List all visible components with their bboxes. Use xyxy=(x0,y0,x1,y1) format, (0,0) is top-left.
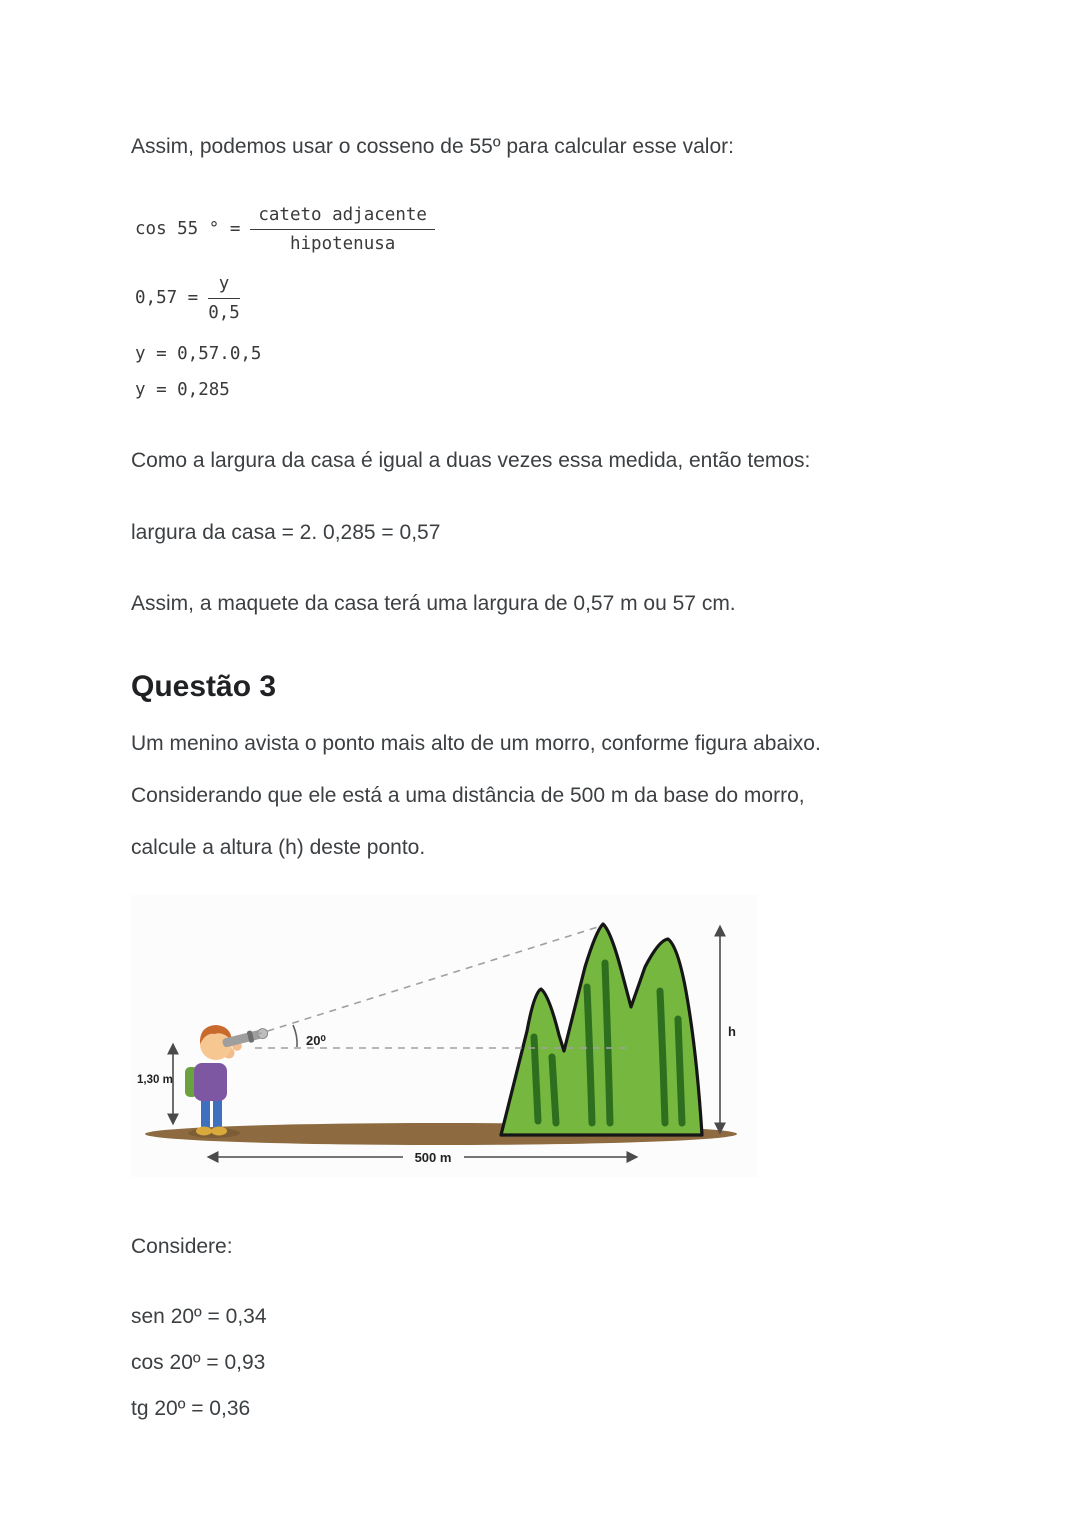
fraction-numerator: cateto adjacente xyxy=(250,205,435,230)
intro-paragraph: Assim, podemos usar o cosseno de 55º para calcular esse valor: xyxy=(131,135,734,158)
formula-cos55 xyxy=(135,205,960,254)
formula-057 xyxy=(135,274,960,323)
question-3-heading: Questão 3 xyxy=(131,670,277,704)
angle-arc xyxy=(293,1025,297,1047)
boy-height-label: 1,30 m xyxy=(137,1074,173,1087)
figure-illustration xyxy=(131,895,758,1177)
considere-label: Considere: xyxy=(131,1235,233,1259)
fraction-y-05 xyxy=(208,274,240,323)
figure-container xyxy=(131,895,758,1177)
formula-block xyxy=(135,205,960,403)
mountain-height-label: h xyxy=(728,1024,736,1040)
question-line-3: calcule a altura (h) deste ponto. xyxy=(131,835,426,859)
telescope-icon xyxy=(221,1027,269,1050)
formula-057-lhs: 0,57 = xyxy=(135,288,199,309)
angle-label: 20⁰ xyxy=(306,1033,326,1049)
formula-y-product: y = 0,57.0,5 xyxy=(135,343,262,364)
fraction-denominator: 0,5 xyxy=(208,302,240,323)
boy-figure xyxy=(185,1025,269,1138)
distance-label: 500 m xyxy=(414,1150,452,1166)
question-line-2: Considerando que ele está a uma distância de 500 m da base do morro, xyxy=(131,783,805,807)
mountain xyxy=(501,924,702,1135)
tg-value: tg 20º = 0,36 xyxy=(131,1397,251,1421)
fraction-numerator: y xyxy=(208,274,240,299)
paragraph-resultado: Assim, a maquete da casa terá uma largura de 0,57 m ou 57 cm. xyxy=(131,592,736,616)
fraction-cateto-hipotenusa xyxy=(250,205,435,254)
formula-cos55-lhs: cos 55 ° = xyxy=(135,219,241,240)
paragraph-calculo: largura da casa = 2. 0,285 = 0,57 xyxy=(131,520,441,544)
paragraph-largura: Como a largura da casa é igual a duas vezes essa medida, então temos: xyxy=(131,448,811,472)
sen-value: sen 20º = 0,34 xyxy=(131,1305,267,1329)
cos-value: cos 20º = 0,93 xyxy=(131,1351,266,1375)
fraction-denominator: hipotenusa xyxy=(289,233,396,254)
question-line-1: Um menino avista o ponto mais alto de um morro, conforme figura abaixo. xyxy=(131,732,821,756)
formula-y-result: y = 0,285 xyxy=(135,380,230,401)
